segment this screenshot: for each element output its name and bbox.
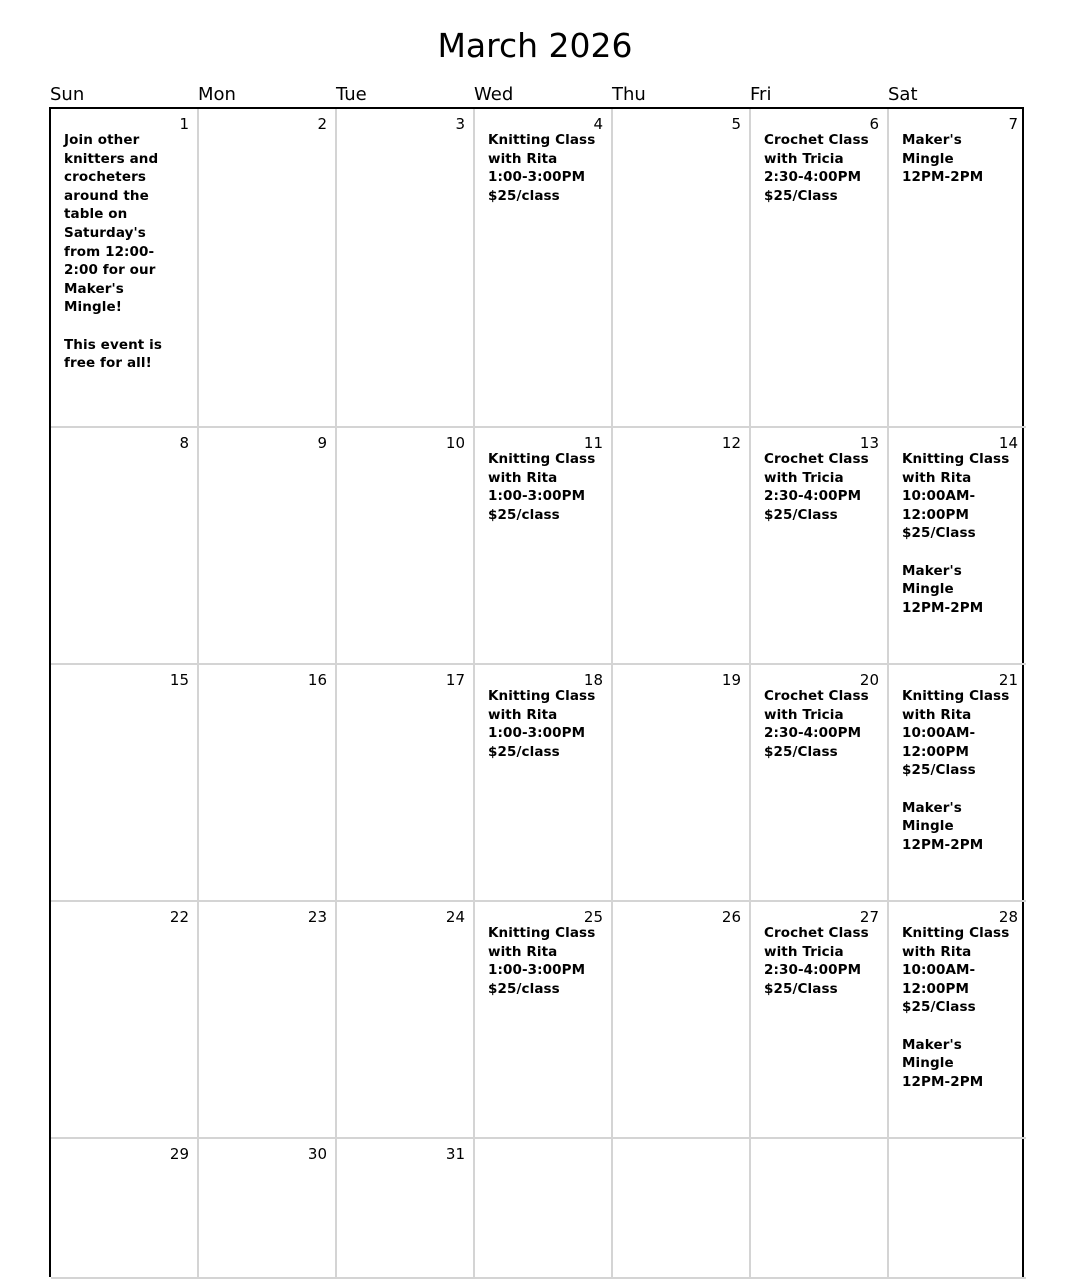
day-number: 14 [998,434,1018,452]
day-number: 11 [583,434,603,452]
day-cell [613,1139,751,1279]
day-cell [51,665,199,902]
day-events: Crochet Class with Tricia 2:30-4:00PM $25/Class [764,132,869,204]
day-number: 13 [859,434,879,452]
calendar-grid [49,107,1024,1277]
day-events: Maker's Mingle 12PM-2PM [902,132,984,186]
day-events: Knitting Class with Rita 10:00AM- 12:00PM $25/Class Maker's Mingle 12PM-2PM [902,451,1010,616]
day-cell [475,902,613,1139]
day-events: Knitting Class with Rita 1:00-3:00PM $25/class [488,451,596,523]
day-cell [337,1139,475,1279]
day-cell [889,902,1026,1139]
day-number: 5 [731,115,741,133]
day-cell [51,902,199,1139]
day-cell [751,109,889,428]
day-cell [337,902,475,1139]
day-number: 29 [169,1145,189,1163]
weekday-label: Mon [198,84,236,105]
day-events: Knitting Class with Rita 1:00-3:00PM $25/class [488,132,596,204]
day-cell [751,665,889,902]
day-number: 12 [721,434,741,452]
day-number: 23 [307,908,327,926]
day-cell [337,428,475,665]
day-number: 17 [445,671,465,689]
day-cell [475,1139,613,1279]
day-number: 19 [721,671,741,689]
weekday-label: Wed [474,84,514,105]
day-number: 7 [1008,115,1018,133]
day-cell [475,428,613,665]
day-events: Knitting Class with Rita 10:00AM- 12:00PM $25/Class Maker's Mingle 12PM-2PM [902,688,1010,853]
day-cell [613,902,751,1139]
day-number: 8 [179,434,189,452]
day-cell [199,902,337,1139]
weekday-header-row [50,84,1026,106]
day-number: 21 [998,671,1018,689]
day-number: 15 [169,671,189,689]
weekday-label: Thu [612,84,646,105]
calendar-title: March 2026 [437,26,633,65]
day-number: 31 [445,1145,465,1163]
day-events: Crochet Class with Tricia 2:30-4:00PM $25/Class [764,688,869,760]
day-number: 9 [317,434,327,452]
weekday-label: Sat [888,84,918,105]
day-number: 30 [307,1145,327,1163]
day-cell [475,665,613,902]
weekday-label: Sun [50,84,85,105]
day-number: 25 [583,908,603,926]
day-number: 3 [455,115,465,133]
day-cell [51,109,199,428]
day-cell [199,109,337,428]
day-number: 1 [179,115,189,133]
day-cell [199,665,337,902]
day-cell [199,1139,337,1279]
day-cell [613,665,751,902]
day-events: Join other knitters and crocheters around the table on Saturday's from 12:00- 2:00 for our Maker's Mingle! This event is free for all! [64,132,163,372]
day-number: 26 [721,908,741,926]
day-cell [751,902,889,1139]
day-number: 24 [445,908,465,926]
day-cell [889,665,1026,902]
day-cell [199,428,337,665]
day-cell [889,1139,1026,1279]
day-cell [889,109,1026,428]
day-number: 10 [445,434,465,452]
day-cell [51,1139,199,1279]
day-events: Crochet Class with Tricia 2:30-4:00PM $25/Class [764,451,869,523]
day-number: 4 [593,115,603,133]
weekday-label: Tue [336,84,367,105]
day-number: 2 [317,115,327,133]
weekday-label: Fri [750,84,772,105]
day-cell [889,428,1026,665]
day-events: Crochet Class with Tricia 2:30-4:00PM $25/Class [764,925,869,997]
day-cell [51,428,199,665]
day-cell [337,109,475,428]
day-cell [475,109,613,428]
day-cell [613,109,751,428]
day-events: Knitting Class with Rita 1:00-3:00PM $25/class [488,688,596,760]
day-number: 18 [583,671,603,689]
day-cell [751,1139,889,1279]
day-events: Knitting Class with Rita 1:00-3:00PM $25/class [488,925,596,997]
day-number: 6 [869,115,879,133]
day-number: 22 [169,908,189,926]
day-cell [751,428,889,665]
day-cell [613,428,751,665]
day-number: 16 [307,671,327,689]
day-events: Knitting Class with Rita 10:00AM- 12:00PM $25/Class Maker's Mingle 12PM-2PM [902,925,1010,1090]
day-cell [337,665,475,902]
day-number: 27 [859,908,879,926]
day-number: 28 [998,908,1018,926]
day-number: 20 [859,671,879,689]
